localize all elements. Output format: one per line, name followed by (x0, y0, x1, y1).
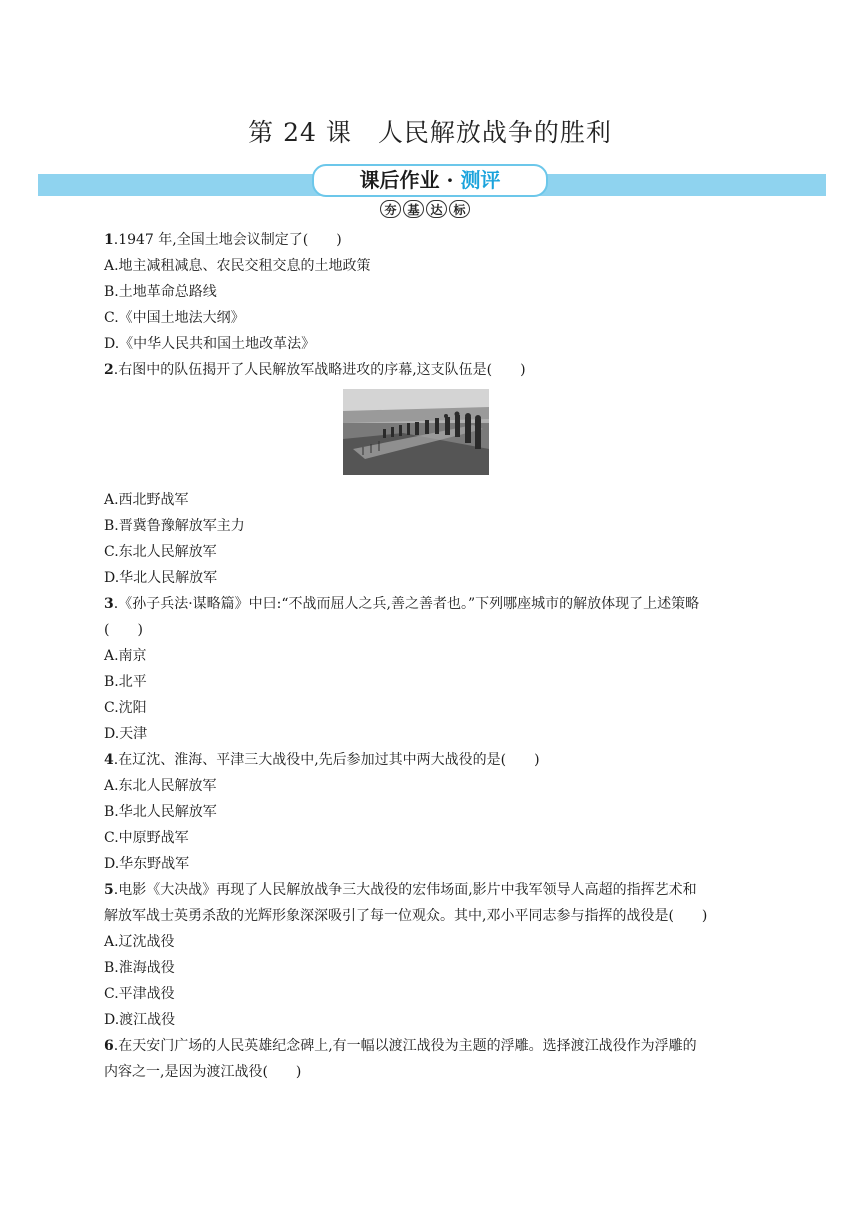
page-title: 第 24 课 人民解放战争的胜利 (248, 118, 612, 147)
banner-left-text: 课后作业 · (359, 168, 461, 192)
badge-char: 达 (426, 200, 447, 218)
question-text: .右图中的队伍揭开了人民解放军战略进攻的序幕,这支队伍是( ) (113, 362, 526, 378)
question-3-option-b: B.北平 (104, 674, 147, 690)
question-4-option-c: C.中原野战军 (104, 830, 189, 846)
question-number: 5 (104, 882, 114, 898)
question-3-option-c: C.沈阳 (104, 700, 147, 716)
question-5-option-a: A.辽沈战役 (104, 934, 175, 950)
question-text: .电影《大决战》再现了人民解放战争三大战役的宏伟场面,影片中我军领导人高超的指挥艺术和 (113, 882, 697, 898)
question-text: .在辽沈、淮海、平津三大战役中,先后参加过其中两大战役的是( ) (113, 752, 540, 768)
question-4-option-d: D.华东野战军 (104, 856, 190, 872)
badge-char: 夯 (380, 200, 401, 218)
question-1-option-b: B.土地革命总路线 (104, 284, 217, 300)
banner-highlight-text: 测评 (460, 168, 501, 192)
question-5-option-d: D.渡江战役 (104, 1012, 176, 1028)
question-4-stem (104, 749, 540, 769)
troops-crossing-photo (343, 389, 489, 475)
badge-char: 标 (449, 200, 470, 218)
question-5-stem (104, 879, 697, 899)
question-number: 6 (104, 1038, 114, 1054)
question-1-option-c: C.《中国土地法大纲》 (104, 310, 245, 326)
question-3-option-d: D.天津 (104, 726, 148, 742)
question-4-option-b: B.华北人民解放军 (104, 804, 217, 820)
question-3-stem (104, 593, 699, 613)
question-5-stem-cont: 解放军战士英勇杀敌的光辉形象深深吸引了每一位观众。其中,邓小平同志参与指挥的战役是( ) (104, 908, 708, 924)
question-6-stem (104, 1035, 697, 1055)
question-5-option-c: C.平津战役 (104, 986, 175, 1002)
question-number: 4 (104, 752, 114, 768)
question-1-option-d: D.《中华人民共和国土地改革法》 (104, 336, 316, 352)
section-sub-badge (380, 200, 470, 218)
question-2-option-c: C.东北人民解放军 (104, 544, 217, 560)
question-4-option-a: A.东北人民解放军 (104, 778, 217, 794)
badge-char: 基 (403, 200, 424, 218)
question-text: .在天安门广场的人民英雄纪念碑上,有一幅以渡江战役为主题的浮雕。选择渡江战役作为浮雕的 (113, 1038, 697, 1054)
question-number: 1 (104, 232, 114, 248)
question-text: .1947 年,全国土地会议制定了( ) (113, 232, 342, 248)
question-1-option-a: A.地主减租减息、农民交租交息的土地政策 (104, 258, 371, 274)
question-text: .《孙子兵法·谋略篇》中曰:“不战而屈人之兵,善之善者也。”下列哪座城市的解放体现了上述策略 (113, 596, 700, 612)
section-banner-label (312, 164, 548, 197)
question-2-option-a: A.西北野战军 (104, 492, 189, 508)
question-3-stem-cont: ( ) (104, 622, 143, 638)
question-number: 2 (104, 362, 114, 378)
question-2-stem (104, 359, 526, 379)
question-3-option-a: A.南京 (104, 648, 147, 664)
question-2-option-d: D.华北人民解放军 (104, 570, 218, 586)
question-1-stem (104, 229, 342, 249)
question-5-option-b: B.淮海战役 (104, 960, 175, 976)
question-2-option-b: B.晋冀鲁豫解放军主力 (104, 518, 245, 534)
question-number: 3 (104, 596, 114, 612)
question-6-stem-cont: 内容之一,是因为渡江战役( ) (104, 1064, 302, 1080)
